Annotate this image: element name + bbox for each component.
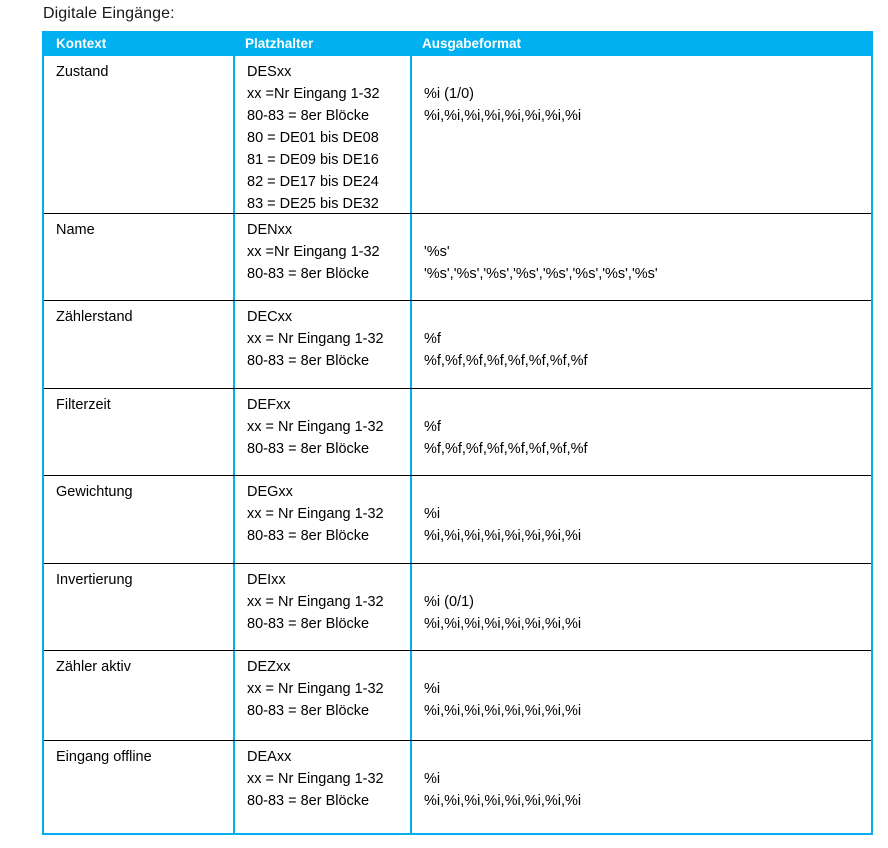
cell-line: 83 = DE25 bis DE32 — [247, 196, 379, 212]
platzhalter-cell — [233, 301, 410, 388]
cell-line: 80-83 = 8er Blöcke — [247, 353, 370, 369]
cell-line: DESxx — [247, 64, 292, 80]
cell-line: %f — [424, 331, 441, 347]
platzhalter-cell — [233, 741, 410, 833]
ausgabeformat-cell — [410, 389, 871, 475]
cell-line: DEIxx — [247, 572, 286, 588]
cell-line: xx = Nr Eingang 1-32 — [247, 419, 384, 435]
platzhalter-cell — [233, 56, 410, 213]
cell-line: %i — [424, 506, 441, 522]
cell-line: xx = Nr Eingang 1-32 — [247, 681, 384, 697]
table-row — [44, 213, 871, 300]
table-row — [44, 300, 871, 388]
cell-line: 80-83 = 8er Blöcke — [247, 616, 370, 632]
table-row — [44, 388, 871, 475]
cell-line: DEAxx — [247, 749, 292, 765]
platzhalter-cell — [233, 389, 410, 475]
page-title: Digitale Eingänge: — [43, 5, 175, 22]
cell-line: %i,%i,%i,%i,%i,%i,%i,%i — [424, 616, 582, 632]
table-row — [44, 740, 871, 833]
cell-line: Filterzeit — [56, 397, 111, 413]
ausgabeformat-cell — [410, 741, 871, 833]
kontext-cell — [44, 476, 233, 563]
ausgabeformat-cell — [410, 564, 871, 650]
kontext-cell — [44, 564, 233, 650]
cell-line: %f,%f,%f,%f,%f,%f,%f,%f — [424, 353, 588, 369]
cell-line: %i (0/1) — [424, 594, 474, 610]
table-row — [44, 563, 871, 650]
cell-line: 80-83 = 8er Blöcke — [247, 266, 370, 282]
cell-line: xx = Nr Eingang 1-32 — [247, 594, 384, 610]
kontext-cell — [44, 214, 233, 300]
cell-line: Zustand — [56, 64, 109, 80]
cell-line: xx = Nr Eingang 1-32 — [247, 331, 384, 347]
ausgabeformat-cell — [410, 301, 871, 388]
kontext-cell — [44, 651, 233, 740]
cell-line: 80-83 = 8er Blöcke — [247, 793, 370, 809]
platzhalter-cell — [233, 214, 410, 300]
table-header-row — [44, 31, 871, 56]
cell-line: Zählerstand — [56, 309, 133, 325]
cell-line: %i,%i,%i,%i,%i,%i,%i,%i — [424, 703, 582, 719]
cell-line: 82 = DE17 bis DE24 — [247, 174, 379, 190]
platzhalter-cell — [233, 476, 410, 563]
table-row — [44, 475, 871, 563]
ausgabeformat-cell — [410, 214, 871, 300]
cell-line: xx = Nr Eingang 1-32 — [247, 506, 384, 522]
cell-line: %i,%i,%i,%i,%i,%i,%i,%i — [424, 528, 582, 544]
ausgabeformat-cell — [410, 56, 871, 213]
cell-line: '%s' — [424, 244, 450, 260]
cell-line: Zähler aktiv — [56, 659, 131, 675]
table-body — [44, 56, 871, 833]
cell-line: Gewichtung — [56, 484, 133, 500]
platzhalter-cell — [233, 651, 410, 740]
column-header-ausgabeformat: Ausgabeformat — [422, 36, 522, 51]
cell-line: %f,%f,%f,%f,%f,%f,%f,%f — [424, 441, 588, 457]
kontext-cell — [44, 301, 233, 388]
cell-line: xx =Nr Eingang 1-32 — [247, 244, 380, 260]
cell-line: %i — [424, 771, 441, 787]
column-header-platzhalter: Platzhalter — [245, 36, 314, 51]
table-row — [44, 650, 871, 740]
cell-line: xx =Nr Eingang 1-32 — [247, 86, 380, 102]
kontext-cell — [44, 389, 233, 475]
cell-line: %i,%i,%i,%i,%i,%i,%i,%i — [424, 793, 582, 809]
cell-line: %f — [424, 419, 441, 435]
cell-line: xx = Nr Eingang 1-32 — [247, 771, 384, 787]
cell-line: Invertierung — [56, 572, 133, 588]
column-header-kontext: Kontext — [56, 36, 107, 51]
ausgabeformat-cell — [410, 476, 871, 563]
platzhalter-cell — [233, 564, 410, 650]
ausgabeformat-cell — [410, 651, 871, 740]
cell-line: DECxx — [247, 309, 293, 325]
cell-line: 81 = DE09 bis DE16 — [247, 152, 379, 168]
kontext-cell — [44, 56, 233, 213]
cell-line: 80-83 = 8er Blöcke — [247, 528, 370, 544]
cell-line: 80-83 = 8er Blöcke — [247, 441, 370, 457]
cell-line: 80-83 = 8er Blöcke — [247, 108, 370, 124]
cell-line: 80-83 = 8er Blöcke — [247, 703, 370, 719]
kontext-cell — [44, 741, 233, 833]
cell-line: 80 = DE01 bis DE08 — [247, 130, 379, 146]
cell-line: %i (1/0) — [424, 86, 474, 102]
cell-line: Name — [56, 222, 95, 238]
table-row — [44, 56, 871, 213]
cell-line: DEGxx — [247, 484, 293, 500]
cell-line: DENxx — [247, 222, 293, 238]
cell-line: %i — [424, 681, 441, 697]
digital-inputs-table — [42, 31, 873, 835]
cell-line: '%s','%s','%s','%s','%s','%s','%s','%s' — [424, 266, 658, 282]
cell-line: DEFxx — [247, 397, 291, 413]
cell-line: %i,%i,%i,%i,%i,%i,%i,%i — [424, 108, 582, 124]
cell-line: DEZxx — [247, 659, 291, 675]
cell-line: Eingang offline — [56, 749, 152, 765]
